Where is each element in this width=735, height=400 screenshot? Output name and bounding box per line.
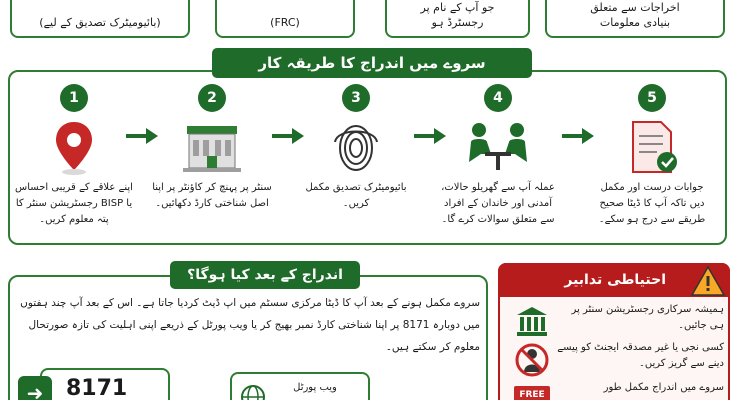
precautions-title: احتیاطی تدابیر [498,263,730,297]
info-card-text: (بائیومیٹرک تصدیق کے لیے) [39,16,161,29]
step-number: 2 [198,84,226,112]
step-text: عملہ آپ سے گھریلو حالات، آمدنی اور خاندان کے افراد سے متعلق سوالات کرے گا۔ [441,182,555,225]
interview-icon [463,118,533,176]
no-agent-icon [514,342,550,378]
step-number: 1 [60,84,88,112]
fingerprint-icon [321,118,391,176]
sms-code: 8171 [66,376,128,400]
step-4 [438,84,558,244]
arrow-right-icon: ➜ [18,376,52,400]
warning-icon [690,265,726,297]
top-info-strip [0,0,735,46]
arrow-right-icon [562,128,594,144]
precaution-item [508,340,724,384]
step-1 [14,84,134,244]
step-text: اپنے علاقے کے قریبی احساس یا BISP رجسٹریشن سنٹر کا پتہ معلوم کریں۔ [15,182,133,225]
info-card-expenses [545,0,725,38]
step-2 [152,84,272,244]
location-pin-icon [39,118,109,176]
info-card-registered [385,0,530,38]
info-card-biometric [10,0,190,38]
process-title: سروے میں اندراج کا طریقہ کار [212,48,532,78]
precaution-text: سروے میں اندراج مکمل طور [603,382,724,393]
building-icon [177,118,247,176]
globe-icon [240,384,266,400]
free-badge: FREE [514,386,550,400]
info-card-text: اخراجات سے متعلق بنیادی معلومات [590,1,680,29]
step-number: 4 [484,84,512,112]
info-card-text: (FRC) [270,16,300,29]
precaution-text: کسی نجی یا غیر مصدقہ ایجنٹ کو پیسے دینے سے گریز کریں۔ [557,342,724,369]
step-text: سنٹر پر پہنچ کر کاؤنٹر پر اپنا اصل شناختی کارڈ دکھائیں۔ [152,182,272,209]
step-5 [592,84,712,244]
after-section-title: اندراج کے بعد کیا ہوگا؟ [170,261,360,289]
after-section-text: سروے مکمل ہونے کے بعد آپ کا ڈیٹا مرکزی سسٹم میں اپ ڈیٹ کردیا جاتا ہے۔ اس کے بعد آپ چند ہفتوں میں دوبارہ 8171 پر اپنا شناختی کارڈ نمبر بھیج کر یا ویب پورٹل کے ذریعے اپنی اہلیت کی تازہ صورتحال معلوم کر سکتے ہیں۔ [20,297,480,353]
document-check-icon [617,118,687,176]
precaution-text: ہمیشہ سرکاری رجسٹریشن سنٹر پر ہی جائیں۔ [571,304,724,331]
step-number: 3 [342,84,370,112]
step-number: 5 [638,84,666,112]
step-text: بائیومیٹرک تصدیق مکمل کریں۔ [305,182,407,209]
web-portal-label: ویب پورٹل [293,382,337,393]
step-3 [296,84,416,244]
precaution-item [508,380,724,400]
info-card-frc [215,0,355,38]
step-text: جوابات درست اور مکمل دیں تاکہ آپ کا ڈیٹا صحیح طریقے سے درج ہو سکے۔ [598,182,706,225]
info-card-text: جو آپ کے نام پر رجسٹرڈ ہو [420,1,495,29]
bank-icon [514,304,550,340]
